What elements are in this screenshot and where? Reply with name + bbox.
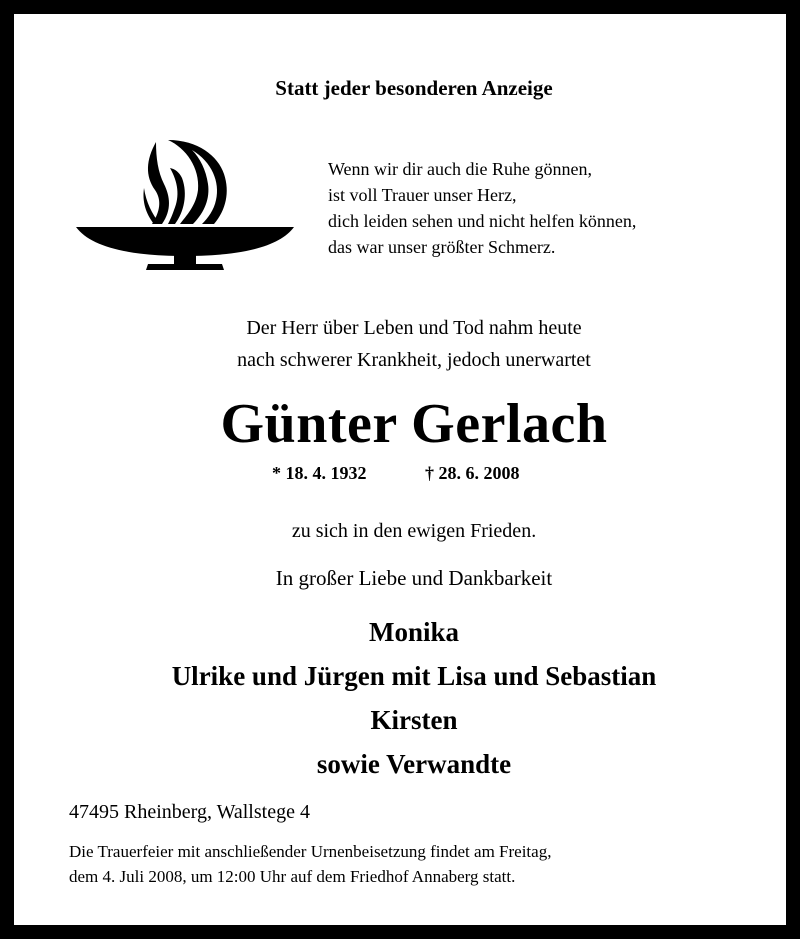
intro-text [14, 312, 800, 376]
love-line: In großer Liebe und Dankbarkeit [275, 566, 553, 590]
intro-line: nach schwerer Krankheit, jedoch unerwartet [237, 349, 591, 371]
poem-line: ist voll Trauer unser Herz, [328, 185, 517, 205]
service-info [69, 839, 551, 889]
intro-line: Der Herr über Leben und Tod nahm heute [246, 317, 582, 339]
peace-line: zu sich in den ewigen Frieden. [291, 520, 537, 542]
notice-header: Statt jeder besonderen Anzeige [275, 76, 553, 100]
mourner-line: Ulrike und Jürgen mit Lisa und Sebastian [171, 661, 657, 691]
poem-line: dich leiden sehen und nicht helfen können, [328, 211, 637, 231]
poem-line: Wenn wir dir auch die Ruhe gönnen, [328, 159, 592, 179]
poem [328, 156, 636, 260]
service-line: dem 4. Juli 2008, um 12:00 Uhr auf dem Friedhof Annaberg statt. [69, 867, 516, 886]
deceased-name: Günter Gerlach [220, 393, 608, 455]
mourner-line: sowie Verwandte [316, 749, 512, 779]
service-line: Die Trauerfeier mit anschließender Urnenbeisetzung findet am Freitag, [69, 842, 552, 861]
mourner-line: Monika [368, 617, 460, 647]
birth-date: * 18. 4. 1932 [272, 463, 367, 483]
death-date: † 28. 6. 2008 [425, 463, 520, 483]
poem-line: das war unser größter Schmerz. [328, 237, 556, 257]
flame-bowl-icon [74, 128, 296, 278]
address: 47495 Rheinberg, Wallstege 4 [69, 801, 310, 823]
mourner-line: Kirsten [370, 705, 458, 735]
mourners-list [14, 610, 800, 786]
